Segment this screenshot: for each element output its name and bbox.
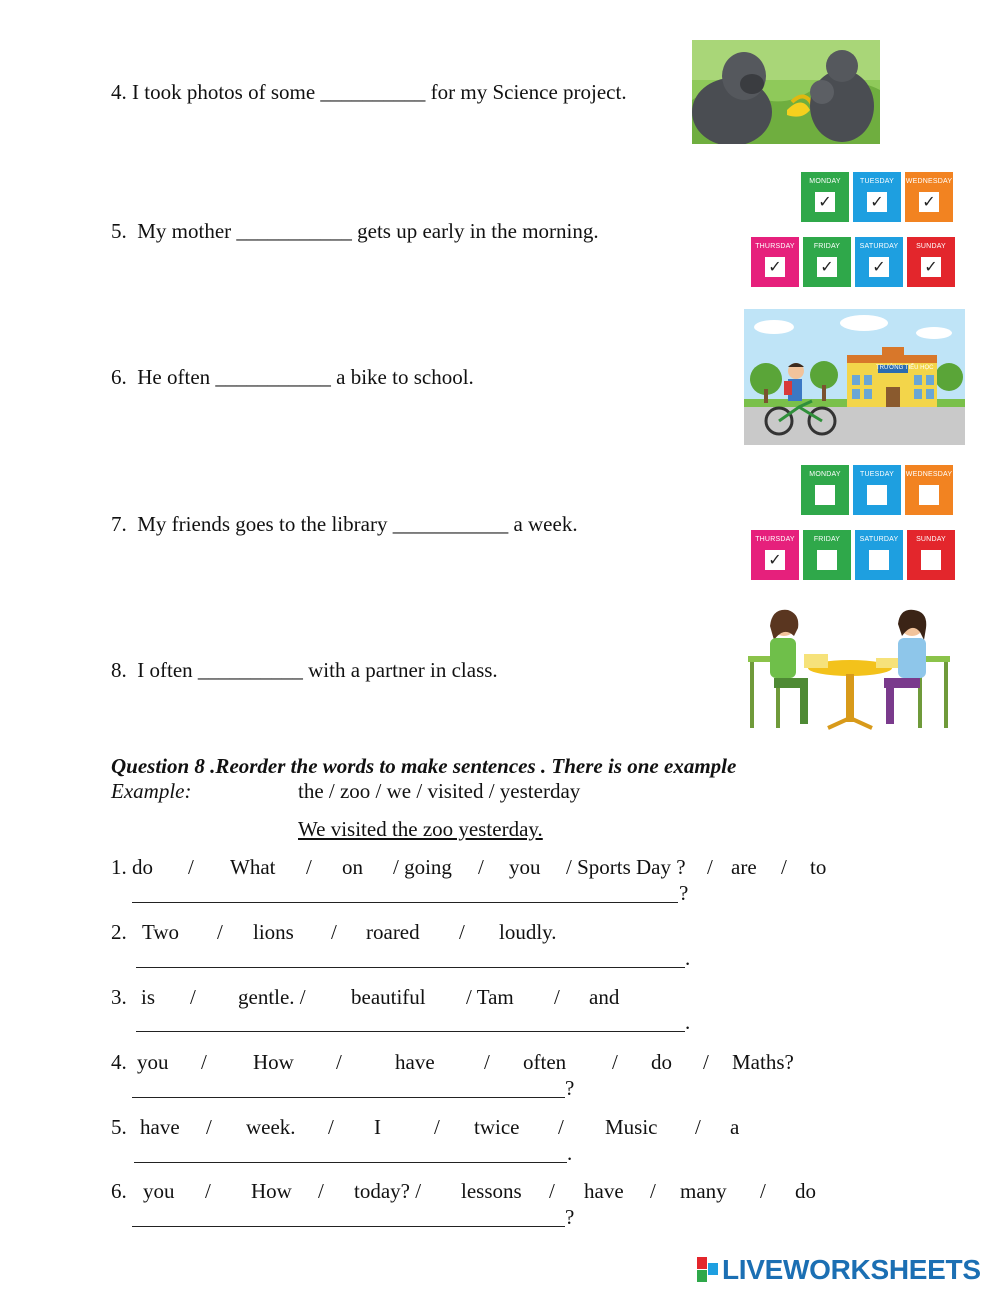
calendar-day: TUESDAY bbox=[853, 465, 901, 515]
calendar-day: MONDAY ✓ bbox=[801, 172, 849, 222]
check-icon: ✓ bbox=[817, 257, 837, 277]
boy-cycling-picture bbox=[744, 309, 965, 445]
word: do bbox=[795, 1179, 816, 1203]
slash: / bbox=[306, 855, 312, 879]
word: 4. bbox=[111, 1050, 127, 1074]
empty-checkbox-icon bbox=[815, 485, 835, 505]
end-mark-5: . bbox=[567, 1141, 573, 1165]
slash: / bbox=[217, 920, 223, 944]
calendar-day: FRIDAY bbox=[803, 530, 851, 580]
slash: / bbox=[707, 855, 713, 879]
calendar-day: THURSDAY ✓ bbox=[751, 530, 799, 580]
sentence-5: 5. My mother ___________ gets up early in the morning. bbox=[111, 219, 599, 243]
calendar-day: MONDAY bbox=[801, 465, 849, 515]
slash: / bbox=[190, 985, 196, 1009]
check-icon: ✓ bbox=[921, 257, 941, 277]
girls-at-table-picture bbox=[744, 606, 954, 734]
slash: / bbox=[201, 1050, 207, 1074]
word: beautiful bbox=[351, 985, 426, 1009]
word: / Tam bbox=[466, 985, 514, 1009]
word: and bbox=[589, 985, 620, 1009]
word: on bbox=[342, 855, 363, 879]
empty-checkbox-icon bbox=[867, 485, 887, 505]
answer-line-4[interactable] bbox=[132, 1097, 565, 1098]
slash: / bbox=[484, 1050, 490, 1074]
word: 3. bbox=[111, 985, 127, 1009]
word: often bbox=[523, 1050, 567, 1074]
sentence-6: 6. He often ___________ a bike to school. bbox=[111, 365, 474, 389]
word: What bbox=[230, 855, 276, 879]
word: you bbox=[137, 1050, 169, 1074]
word: 6. bbox=[111, 1179, 127, 1203]
word: twice bbox=[474, 1115, 520, 1139]
word: you bbox=[509, 855, 541, 879]
empty-checkbox-icon bbox=[919, 485, 939, 505]
example-words: the / zoo / we / visited / yesterday bbox=[298, 779, 581, 803]
word: 2. bbox=[111, 920, 127, 944]
answer-line-3[interactable] bbox=[136, 1031, 685, 1032]
check-icon: ✓ bbox=[919, 192, 939, 212]
word: 5. bbox=[111, 1115, 127, 1139]
q7-calendar-bottom bbox=[751, 530, 955, 580]
word: to bbox=[810, 855, 827, 879]
word: / going bbox=[393, 855, 452, 879]
check-icon: ✓ bbox=[765, 550, 785, 570]
word: I bbox=[374, 1115, 381, 1139]
word: is bbox=[141, 985, 156, 1009]
sentence-7: 7. My friends goes to the library ___________ a week. bbox=[111, 512, 578, 536]
end-mark-1: ? bbox=[679, 881, 689, 905]
calendar-day: WEDNESDAY bbox=[905, 465, 953, 515]
calendar-day: WEDNESDAY ✓ bbox=[905, 172, 953, 222]
slash: / bbox=[328, 1115, 334, 1139]
answer-line-2[interactable] bbox=[136, 967, 685, 968]
empty-checkbox-icon bbox=[817, 550, 837, 570]
end-mark-3: . bbox=[685, 1010, 691, 1034]
word: many bbox=[680, 1179, 727, 1203]
check-icon: ✓ bbox=[815, 192, 835, 212]
end-mark-6: ? bbox=[565, 1205, 575, 1229]
word: are bbox=[731, 855, 757, 879]
word: Two bbox=[142, 920, 180, 944]
slash: / bbox=[781, 855, 787, 879]
q5-calendar-bottom bbox=[751, 237, 955, 287]
calendar-day: SATURDAY bbox=[855, 530, 903, 580]
word: a bbox=[730, 1115, 740, 1139]
slash: / bbox=[695, 1115, 701, 1139]
calendar-day: SUNDAY bbox=[907, 530, 955, 580]
slash: / bbox=[318, 1179, 324, 1203]
word: lions bbox=[253, 920, 294, 944]
check-icon: ✓ bbox=[869, 257, 889, 277]
liveworksheets-logo-icon bbox=[697, 1257, 719, 1283]
answer-line-5[interactable] bbox=[134, 1162, 567, 1163]
slash: / bbox=[459, 920, 465, 944]
word: today? / bbox=[354, 1179, 422, 1203]
liveworksheets-logo[interactable]: LIVEWORKSHEETS bbox=[722, 1254, 981, 1285]
check-icon: ✓ bbox=[765, 257, 785, 277]
calendar-day: THURSDAY ✓ bbox=[751, 237, 799, 287]
slash: / bbox=[206, 1115, 212, 1139]
answer-line-1[interactable] bbox=[132, 902, 678, 903]
calendar-day: SATURDAY ✓ bbox=[855, 237, 903, 287]
word: do bbox=[651, 1050, 672, 1074]
word: roared bbox=[366, 920, 420, 944]
end-mark-4: ? bbox=[565, 1076, 575, 1100]
word: loudly. bbox=[499, 920, 557, 944]
calendar-day: SUNDAY ✓ bbox=[907, 237, 955, 287]
word: have bbox=[395, 1050, 435, 1074]
word: Maths? bbox=[732, 1050, 794, 1074]
end-mark-2: . bbox=[685, 946, 691, 970]
sentence-8: 8. I often __________ with a partner in class. bbox=[111, 658, 498, 682]
word: you bbox=[143, 1179, 175, 1203]
slash: / bbox=[434, 1115, 440, 1139]
slash: / bbox=[558, 1115, 564, 1139]
slash: / bbox=[760, 1179, 766, 1203]
answer-line-6[interactable] bbox=[132, 1226, 565, 1227]
gorilla-picture bbox=[692, 40, 880, 144]
q5-calendar-top bbox=[801, 172, 953, 222]
word: 1. do bbox=[111, 855, 153, 879]
word: How bbox=[251, 1179, 292, 1203]
sentence-4: 4. I took photos of some __________ for my Science project. bbox=[111, 80, 627, 104]
calendar-day: TUESDAY ✓ bbox=[853, 172, 901, 222]
slash: / bbox=[331, 920, 337, 944]
word: How bbox=[253, 1050, 294, 1074]
calendar-day: FRIDAY ✓ bbox=[803, 237, 851, 287]
slash: / bbox=[478, 855, 484, 879]
word: have bbox=[140, 1115, 180, 1139]
slash: / bbox=[205, 1179, 211, 1203]
school-sign: TRƯỜNG TIỂU HỌC bbox=[876, 365, 934, 371]
example-answer: We visited the zoo yesterday. bbox=[298, 817, 543, 841]
word: gentle. / bbox=[238, 985, 306, 1009]
empty-checkbox-icon bbox=[921, 550, 941, 570]
word: / Sports Day ? bbox=[566, 855, 686, 879]
word: have bbox=[584, 1179, 624, 1203]
question8-title: Question 8 .Reorder the words to make sentences . There is one example bbox=[111, 754, 737, 778]
check-icon: ✓ bbox=[867, 192, 887, 212]
slash: / bbox=[703, 1050, 709, 1074]
slash: / bbox=[549, 1179, 555, 1203]
slash: / bbox=[650, 1179, 656, 1203]
slash: / bbox=[554, 985, 560, 1009]
word: Music bbox=[605, 1115, 658, 1139]
slash: / bbox=[612, 1050, 618, 1074]
empty-checkbox-icon bbox=[869, 550, 889, 570]
q7-calendar-top bbox=[801, 465, 953, 515]
word: week. bbox=[246, 1115, 296, 1139]
word: lessons bbox=[461, 1179, 522, 1203]
slash: / bbox=[336, 1050, 342, 1074]
slash: / bbox=[188, 855, 194, 879]
example-label: Example: bbox=[111, 779, 192, 803]
